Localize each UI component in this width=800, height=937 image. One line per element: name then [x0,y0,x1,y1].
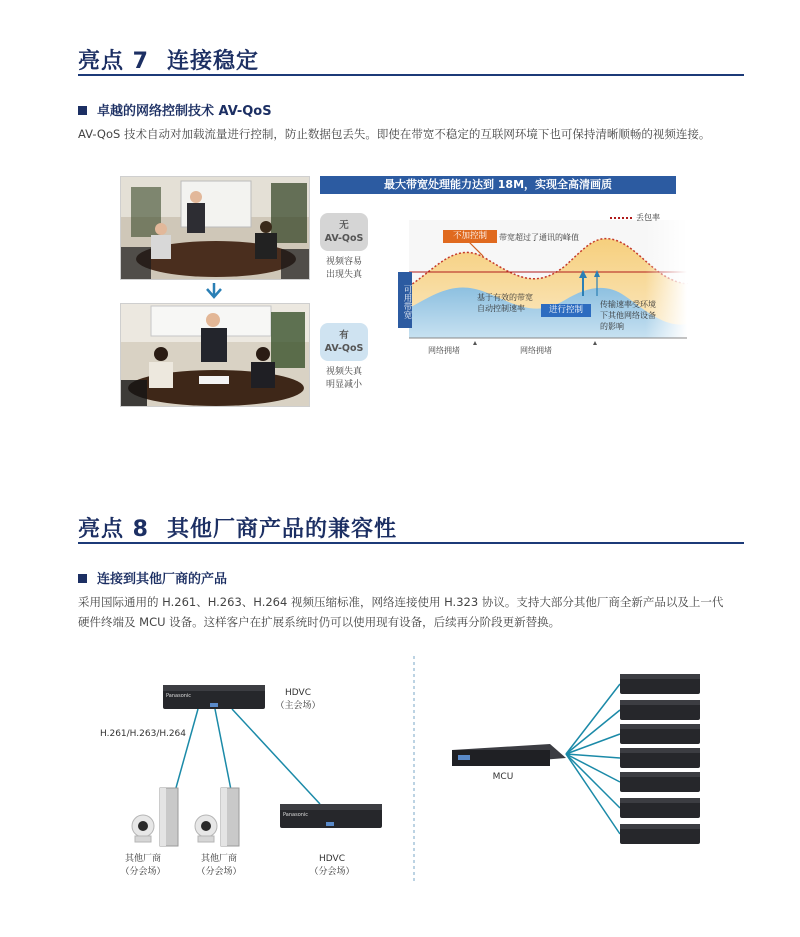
brand-label-sub: Panasonic [283,812,309,818]
qos-bandwidth-chart [395,200,690,360]
note-without-line2: 出现失真 [325,270,362,280]
label-exceed-peak: 带宽超过了通讯的峰值 [499,233,579,242]
label-vendor-1-line1: 其他厂商 [124,854,161,864]
vendor-terminal-1 [132,788,178,846]
label-hdvc-sub [304,853,360,879]
badge-without-qos [320,213,368,251]
note-with-line1: 视频失真 [325,367,362,377]
square-bullet-icon [78,574,87,583]
label-vendor-2-line1: 其他厂商 [200,854,237,864]
section8-rule [78,542,744,544]
section7-title [78,44,259,75]
vendor-terminal-2 [195,788,239,846]
section8-number: 亮点 8 [78,517,149,542]
section8-paragraph-line2: 硬件终端及 MCU 设备。这样客户在扩展系统时仍可以使用现有设备，后续再分阶段更新替换。 [78,615,561,629]
note-with-line2: 明显减小 [325,380,362,390]
section7-subheading-text: 卓越的网络控制技术 AV-QoS [97,104,272,119]
section8-paragraph [78,592,744,632]
y-label-text: 可用带宽 [402,284,412,319]
label-congestion-2: 网络拥堵 [520,346,552,355]
label-hdvc-sub-line2: （分会场） [309,867,355,877]
label-vendor-1 [116,853,170,879]
label-protocols: H.261/H.263/H.264 [100,729,187,739]
mcu-unit [452,744,566,766]
legend-loss-rate: 丢包率 [636,213,660,222]
note-with-qos [309,366,379,392]
section8-title [78,512,397,543]
label-hdvc-sub-line1: HDVC [319,854,345,864]
label-mcu: MCU [492,772,514,782]
section7-rule [78,74,744,76]
bandwidth-banner: 最大带宽处理能力达到 18M，实现全高清画质 [320,176,676,194]
section7-subheading [78,100,272,119]
label-hdvc-main-line1: HDVC [285,688,311,698]
chart-y-axis-label [398,272,412,328]
badge-without-line1: 无 [339,220,349,231]
badge-with-qos [320,323,368,361]
arrow-down-icon [204,283,224,301]
label-no-control: 不加控制 [443,230,497,243]
section8-paragraph-line1: 采用国际通用的 H.261、H.263、H.264 视频压缩标准，网络连接使用 H.323 协议。支持大部分其他厂商全新产品以及上一代 [78,595,724,609]
label-hdvc-main-line2: （主会场） [275,701,321,711]
badge-with-line2: AV-QoS [324,343,364,354]
square-bullet-icon [78,106,87,115]
section8-subheading-text: 连接到其他厂商的产品 [97,572,228,587]
note-without-line1: 视频容易 [325,257,362,267]
badge-without-line2: AV-QoS [324,233,364,244]
label-hdvc-main [270,687,326,713]
meeting-photo-distorted [120,176,310,280]
section7-heading: 连接稳定 [166,49,259,74]
meeting-photo-clear [120,303,310,407]
hdvc-endpoint-stack [620,674,700,844]
label-transmit-rate: 传输速率受环境 下其他网络设备 的影响 [600,300,656,331]
section7-paragraph: AV-QoS 技术自动对加载流量进行控制，防止数据包丢失。即使在带宽不稳定的互联网环境下也可保持清晰顺畅的视频连接。 [78,127,711,141]
note-without-qos [309,256,379,282]
section7-number: 亮点 7 [78,49,149,74]
label-congestion-1: 网络拥堵 [428,346,460,355]
label-control: 进行控制 [541,304,591,317]
badge-with-line1: 有 [339,330,349,341]
label-auto-rate: 基于有效的带宽 自动控制速率 [477,293,533,313]
label-vendor-2 [192,853,246,879]
brand-label-main: Panasonic [166,693,192,699]
section8-subheading [78,568,227,587]
label-vendor-2-line2: （分会场） [196,867,242,877]
section8-heading: 其他厂商产品的兼容性 [166,517,397,542]
label-vendor-1-line2: （分会场） [120,867,166,877]
